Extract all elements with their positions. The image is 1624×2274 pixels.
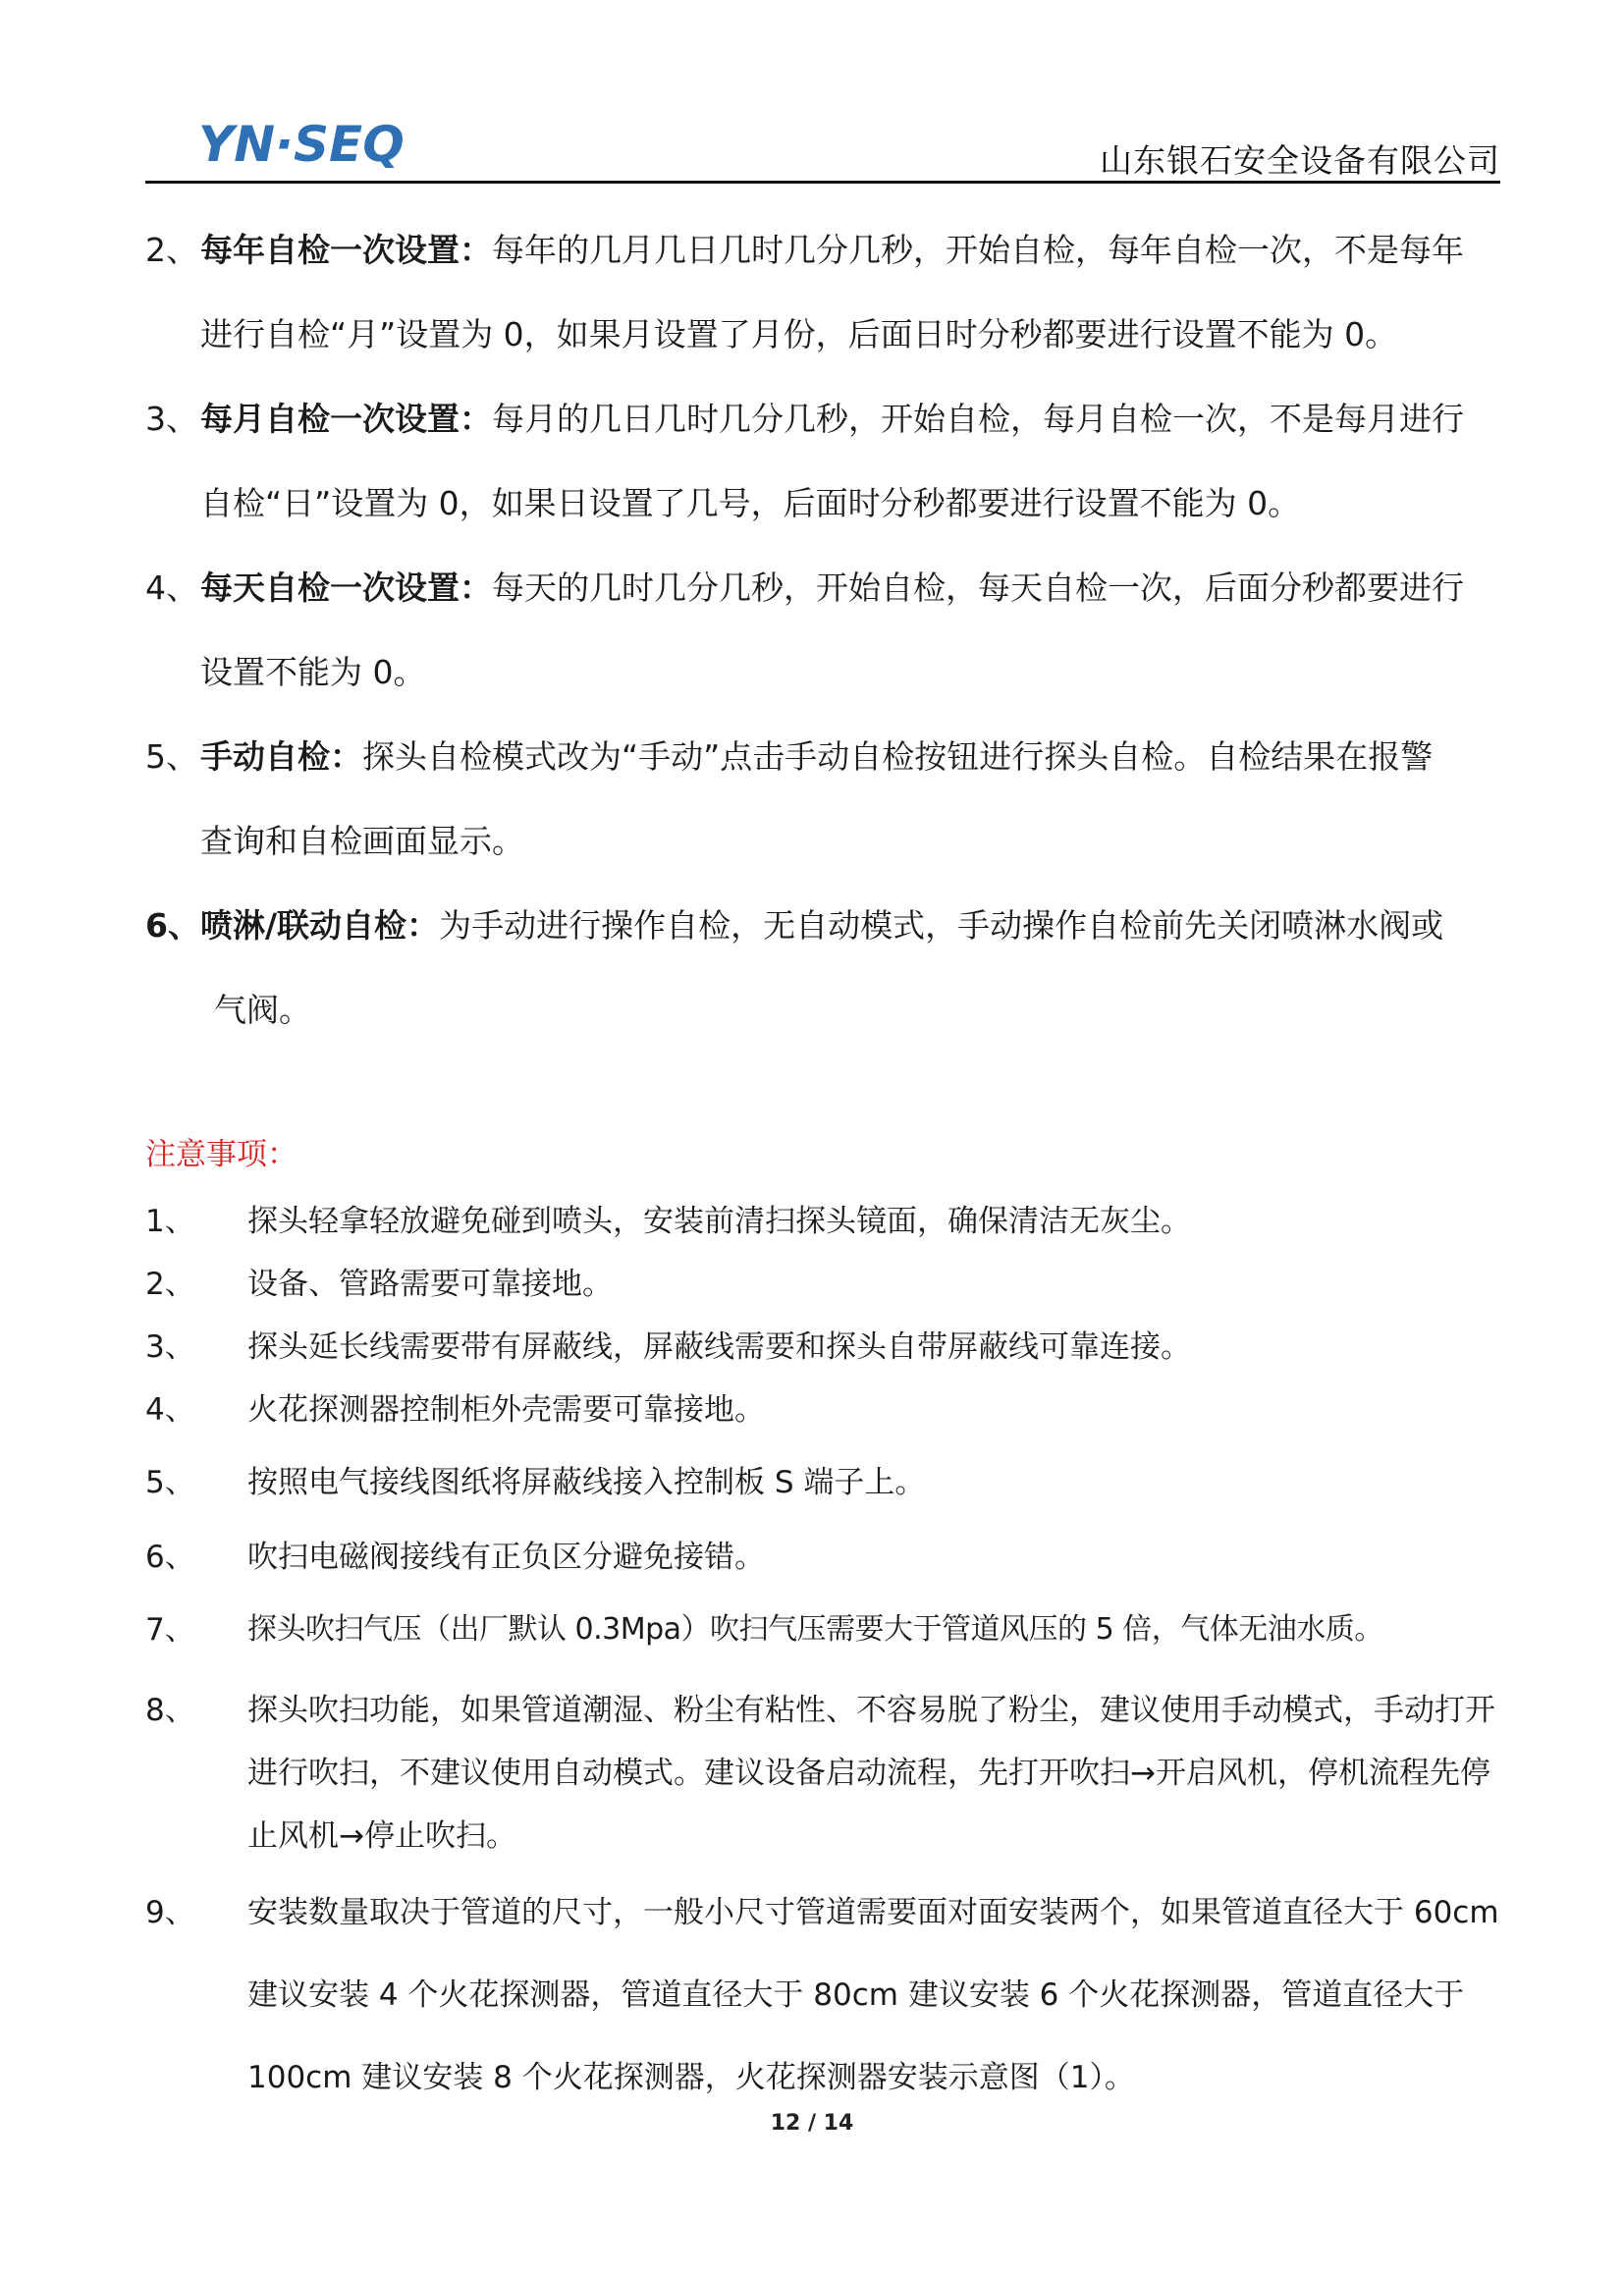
setting-title: 每天自检一次设置： (200, 568, 492, 607)
notice-text: 探头吹扫功能，如果管道潮湿、粉尘有粘性、不容易脱了粉尘，建议使用手动模式，手动打开进行吹扫，不建议使用自动模式。建议设备启动流程，先打开吹扫→开启风机，停机流程先停止风机→停止吹扫。 (247, 1693, 1495, 1854)
self-check-settings (145, 208, 1500, 1053)
notice-item (145, 1327, 1500, 1367)
notice-item (145, 1538, 1500, 1577)
notice-text: 按照电气接线图纸将屏蔽线接入控制板 S 端子上。 (247, 1465, 926, 1500)
setting-text: 每月的几日几时几分几秒，开始自检，每月自检一次，不是每月进行 (492, 400, 1464, 438)
setting-text: 为手动进行操作自检，无自动模式，手动操作自检前先关闭喷淋水阀或 (439, 906, 1444, 945)
notice-item (145, 1202, 1500, 1241)
notice-item (145, 1871, 1500, 2119)
notice-number: 6、 (145, 1540, 195, 1575)
setting-text-continued: 设置不能为 0。 (200, 653, 426, 691)
setting-text: 探头自检模式改为“手动”点击手动自检按钮进行探头自检。自检结果在报警 (362, 737, 1434, 776)
notice-number: 4、 (145, 1392, 195, 1428)
notice-item (145, 1265, 1500, 1304)
setting-text: 每年的几月几日几时几分几秒，开始自检，每年自检一次，不是每年 (492, 231, 1464, 269)
logo-text: YN·SEQ (198, 116, 405, 171)
notice-text: 设备、管路需要可靠接地。 (247, 1267, 613, 1302)
page-number: 12 / 14 (770, 2111, 854, 2136)
notice-text: 探头轻拿轻放避免碰到喷头，安装前清扫探头镜面，确保清洁无灰尘。 (247, 1204, 1191, 1239)
setting-item (145, 208, 1500, 377)
setting-item (145, 884, 1500, 1053)
notice-number: 7、 (145, 1612, 195, 1648)
setting-title: 手动自检： (200, 737, 362, 776)
setting-text-continued: 进行自检“月”设置为 0，如果月设置了月份，后面日时分秒都要进行设置不能为 0。 (200, 315, 1398, 353)
company-name: 山东银石安全设备有限公司 (1100, 141, 1500, 180)
notice-number: 8、 (145, 1693, 195, 1728)
setting-number: 6、 (145, 906, 200, 945)
notice-number: 9、 (145, 1895, 195, 1930)
notice-number: 3、 (145, 1329, 195, 1365)
setting-text-continued: 查询和自检画面显示。 (200, 822, 524, 860)
header-divider (145, 181, 1500, 184)
setting-number: 4、 (145, 568, 198, 607)
notice-number: 5、 (145, 1465, 195, 1500)
setting-title: 每月自检一次设置： (200, 400, 492, 438)
notice-item (145, 1390, 1500, 1430)
setting-text-continued: 自检“日”设置为 0，如果日设置了几号，后面时分秒都要进行设置不能为 0。 (200, 484, 1301, 522)
notice-item (145, 1679, 1500, 1868)
setting-item (145, 377, 1500, 546)
company-logo (198, 116, 434, 171)
notice-text: 安装数量取决于管道的尺寸，一般小尺寸管道需要面对面安装两个，如果管道直径大于 60cm 建议安装 4 个火花探测器，管道直径大于 80cm 建议安装 6 个火花探测器，管道直径大于 100cm 建议安装 8 个火花探测器，火花探测器安装示意图（1）。 (247, 1895, 1499, 2095)
notice-text: 探头吹扫气压（出厂默认 0.3Mpa）吹扫气压需要大于管道风压的 5 倍，气体无油水质。 (247, 1612, 1383, 1647)
setting-number: 2、 (145, 231, 198, 269)
setting-title: 每年自检一次设置： (200, 231, 492, 269)
setting-number: 5、 (145, 737, 198, 776)
notice-title: 注意事项： (145, 1137, 298, 1172)
setting-text: 每天的几时几分几秒，开始自检，每天自检一次，后面分秒都要进行 (492, 568, 1464, 607)
setting-text-continued: 气阀。 (214, 991, 311, 1029)
notice-text: 火花探测器控制柜外壳需要可靠接地。 (247, 1392, 765, 1428)
setting-item (145, 546, 1500, 715)
setting-item (145, 715, 1500, 884)
notice-item (145, 1610, 1500, 1650)
notice-item (145, 1463, 1500, 1502)
setting-number: 3、 (145, 400, 198, 438)
notice-text: 探头延长线需要带有屏蔽线，屏蔽线需要和探头自带屏蔽线可靠连接。 (247, 1329, 1191, 1365)
notice-number: 1、 (145, 1204, 195, 1239)
setting-title: 喷淋/联动自检： (200, 906, 440, 945)
notice-number: 2、 (145, 1267, 195, 1302)
notice-text: 吹扫电磁阀接线有正负区分避免接错。 (247, 1540, 765, 1575)
